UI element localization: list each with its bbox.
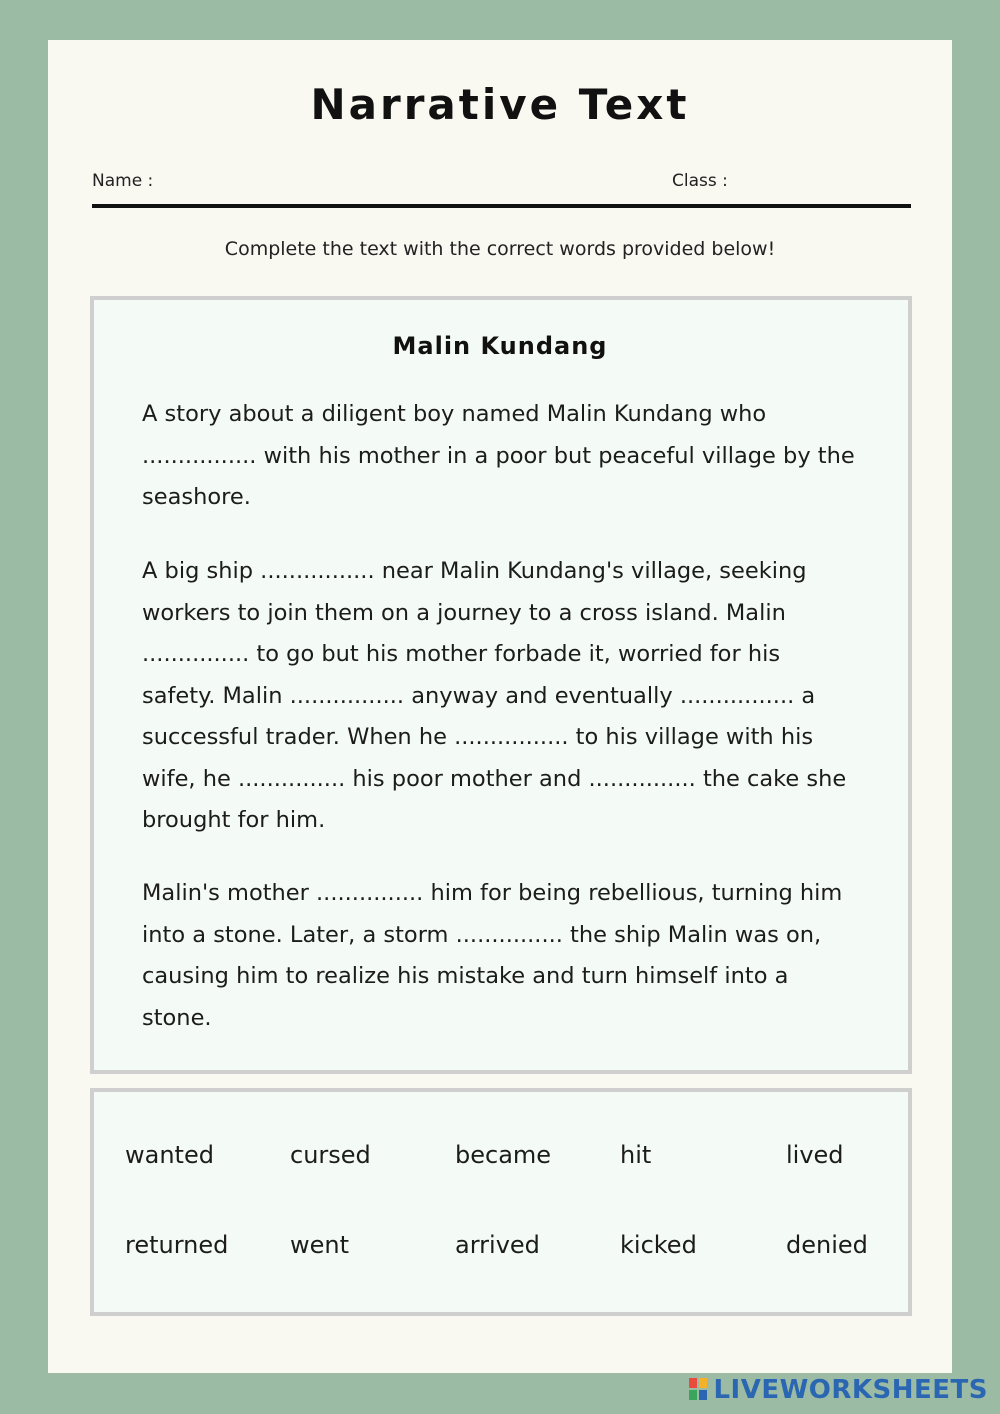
word-bank-item: denied xyxy=(786,1231,868,1259)
liveworksheets-logo-text: LIVEWORKSHEETS xyxy=(713,1375,988,1405)
word-bank-item: kicked xyxy=(620,1231,697,1259)
story-paragraph: A big ship ................ near Malin Kundang's village, seeking workers to join them on a journey to a cross island. Malin ............... to go but his mother forbade it, worried for his safety. Malin ................ anyway and eventually ................ a successful trader. When he ................ to his village with his wife, he ............... his poor mother and ............... the cake she brought for him. xyxy=(142,558,847,833)
liveworksheets-logo-icon xyxy=(689,1378,709,1402)
word-bank-item: wanted xyxy=(125,1141,214,1169)
word-bank-item: cursed xyxy=(290,1141,371,1169)
story-paragraph: Malin's mother ............... him for being rebellious, turning him into a stone. Later, a storm ............... the ship Malin was on, causing him to realize his mistake and turn himself into a stone. xyxy=(142,880,843,1031)
word-bank-item: hit xyxy=(620,1141,652,1169)
liveworksheets-logo[interactable] xyxy=(689,1374,988,1406)
word-bank-item: returned xyxy=(125,1231,229,1259)
instruction-text: Complete the text with the correct words provided below! xyxy=(224,238,776,260)
word-bank-item: lived xyxy=(786,1141,844,1169)
story-paragraph: A story about a diligent boy named Malin Kundang who ................ with his mother in a poor but peaceful village by the seashore. xyxy=(142,401,855,510)
word-bank-box xyxy=(90,1088,912,1316)
worksheet-title: Narrative Text xyxy=(310,80,690,129)
word-bank-item: became xyxy=(455,1141,552,1169)
header-divider xyxy=(92,204,911,208)
word-bank-item: went xyxy=(290,1231,350,1259)
word-bank-item: arrived xyxy=(455,1231,540,1259)
name-label: Name : xyxy=(92,171,154,191)
class-label: Class : xyxy=(672,171,728,191)
story-title: Malin Kundang xyxy=(392,332,608,360)
